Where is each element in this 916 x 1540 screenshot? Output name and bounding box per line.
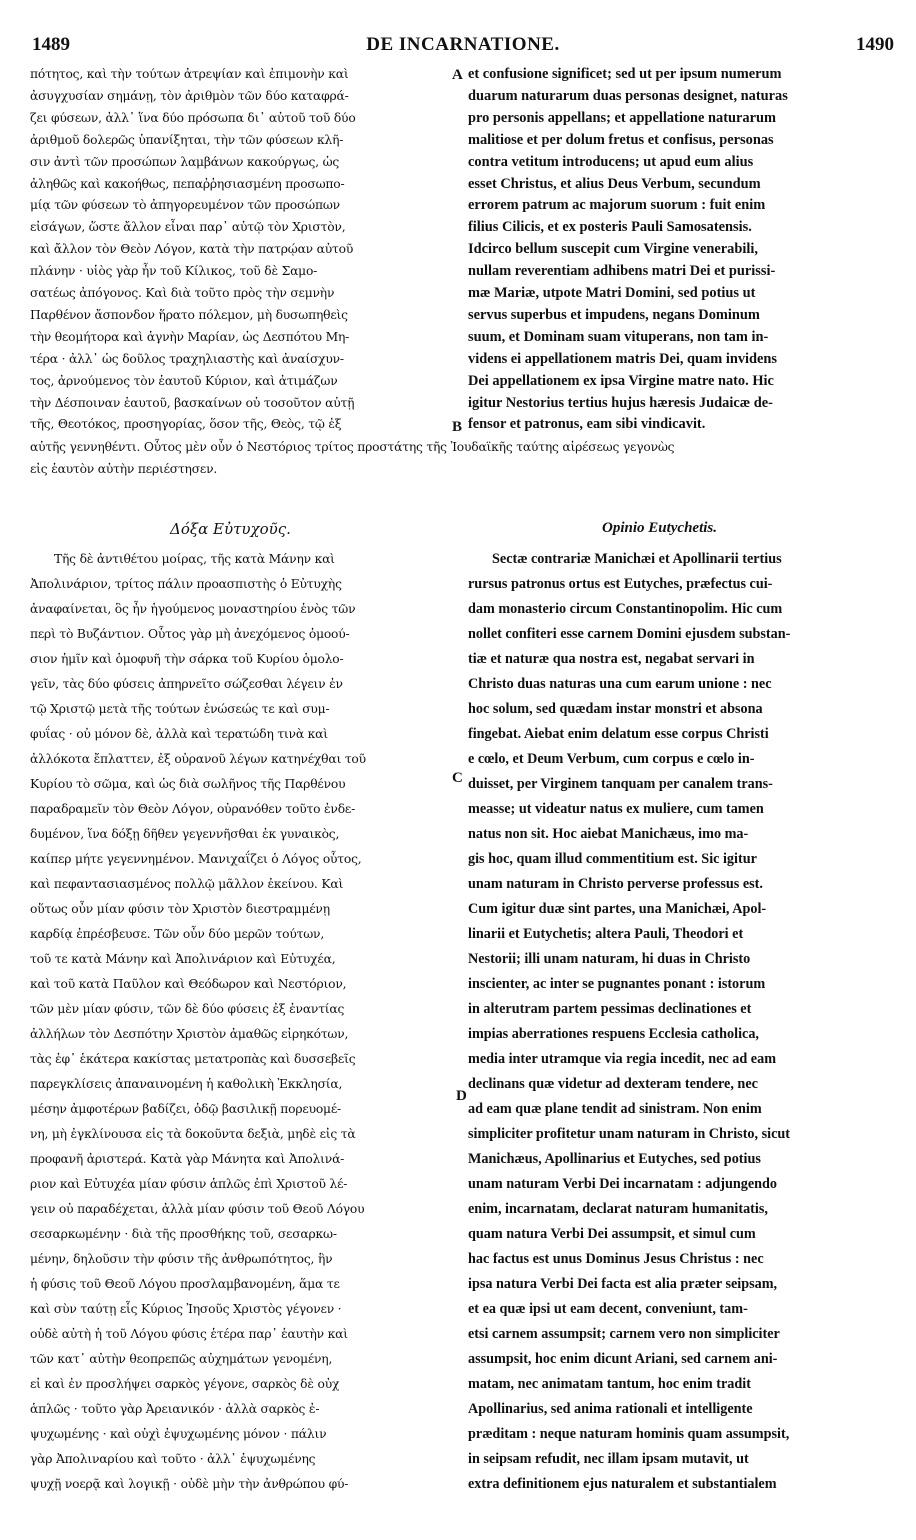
text-line: et confusione significet; sed ut per ipsum numerum (468, 66, 782, 82)
text-line: ἡ φύσις τοῦ Θεοῦ Λόγου προσλαμβανομένη, ἅμα τε (30, 1277, 340, 1291)
text-line: Ἀπολινάριον, τρίτος πάλιν προασπιστὴς ὁ Εὐτυχὴς (30, 577, 342, 591)
text-line: e cœlo, et Deum Verbum, cum corpus e cœlo in- (468, 751, 755, 767)
text-line: ψυχῇ νοερᾷ καὶ λογικῇ · οὐδὲ μὴν τὴν ἀνθρώπου φύ- (30, 1477, 349, 1491)
text-line: Sectæ contrariæ Manichæi et Apollinarii tertius (492, 551, 782, 567)
text-line: Christo duas naturas una cum earum unione : nec (468, 676, 772, 692)
text-line: præditam : neque naturam hominis quam assumpsit, (468, 1426, 790, 1442)
text-line: καρδίᾳ ἐπρέσβευσε. Τῶν οὖν δύο μερῶν τούτων, (30, 927, 325, 941)
text-line: contra vetitum introducens; ut apud eum alius (468, 153, 754, 170)
text-line: καὶ σὺν ταύτῃ εἷς Κύριος Ἰησοῦς Χριστὸς γέγονεν · (30, 1302, 342, 1316)
text-line: αὐτῆς γεννηθέντι. Οὗτος μὲν οὖν ὁ Νεστόριος τρίτος προστάτης τῆς Ἰουδαϊκῆς ταύτης αἱρέσεως γεγονὼς (30, 440, 675, 454)
text-line: esset Christus, et alius Deus Verbum, secundum (468, 175, 761, 192)
text-line: παρεγκλίσεις ἀπαναινομένη ἡ καθολικὴ Ἐκκλησία, (30, 1077, 343, 1091)
text-line: quam natura Verbi Dei assumpsit, et simul cum (468, 1226, 756, 1242)
text-line: nollet confiteri esse carnem Domini ejusdem substan- (468, 626, 791, 642)
text-line: unam naturam Verbi Dei incarnatam : adjungendo (468, 1176, 777, 1192)
page-number-right: 1490 (856, 34, 894, 55)
text-line: errorem patrum ac majorum suorum : fuit enim (468, 197, 766, 214)
text-line: fingebat. Aiebat enim delatum esse corpus Christi (468, 726, 769, 742)
text-line: φυΐας · οὐ μόνον δὲ, ἀλλὰ καὶ τερατώδη τινὰ καὶ (30, 727, 328, 741)
text-line: τῶν μὲν μίαν φύσιν, τῶν δὲ δύο φύσεις ἐξ ἐναντίας (30, 1002, 345, 1016)
margin-mark-a: A (452, 67, 463, 83)
text-line: enim, incarnatam, declarat naturam humanitatis, (468, 1201, 768, 1217)
text-line: τῶν κατ᾿ αὐτὴν θεοπρεπῶς αὐχημάτων γενομένη, (30, 1352, 333, 1366)
text-line: μέσην ἀμφοτέρων βαδίζει, ὁδῷ βασιλικῇ πορευομέ- (30, 1102, 341, 1116)
page-number-left: 1489 (32, 34, 70, 55)
text-line: Apollinarius, sed anima rationali et intelligente (468, 1401, 753, 1417)
text-line: Τῆς δὲ ἀντιθέτου μοίρας, τῆς κατὰ Μάνην καὶ (54, 552, 335, 566)
text-line: measse; ut videatur natus ex muliere, cum tamen (468, 801, 764, 817)
text-line: μίᾳ τῶν φύσεων τὸ ἀπηγορευμένον τῶν προσώπων (30, 198, 340, 213)
text-line: hac factus est unus Dominus Jesus Christus : nec (468, 1251, 764, 1267)
text-line: ἁπλῶς · τοῦτο γὰρ Ἀρειανικόν · ἀλλὰ σαρκὸς ἐ- (30, 1402, 320, 1416)
text-line: videns ei appellationem matris Dei, quam invidens (468, 350, 778, 367)
text-line: unam naturam in Christo perverse professus est. (468, 876, 763, 892)
text-line: declinans quæ videtur ad dexteram tendere, nec (468, 1076, 758, 1092)
section-title-greek: Δόξα Εὐτυχοῦς. (170, 520, 291, 538)
text-line: Παρθένον ἄσπονδον ἥρατο πόλεμον, μὴ δυσωπηθεὶς (30, 307, 348, 322)
text-line: σεσαρκωμένην · διὰ τῆς προσθήκης τοῦ, σεσαρκω- (30, 1227, 337, 1241)
margin-mark-c: C (452, 770, 463, 786)
page-header (32, 34, 894, 60)
text-line: πότητος, καὶ τὴν τούτων ἀτρεψίαν καὶ ἐπιμονὴν καὶ (30, 67, 349, 81)
text-line: παραδραμεῖν τὸν Θεὸν Λόγον, οὐρανόθεν τοῦτο ἐνδε- (30, 802, 356, 816)
text-line: καίπερ μήτε γεγεννημένον. Μανιχαΐζει ὁ Λόγος οὗτος, (30, 852, 362, 866)
text-line: pro personis appellans; et appellatione naturarum (468, 109, 776, 126)
text-line: σατέως ἀπόγονος. Καὶ διὰ τοῦτο πρὸς τὴν σεμνὴν (30, 286, 335, 300)
text-line: καὶ ἄλλον τὸν Θεὸν Λόγον, κατὰ τὴν πατρῴαν αὐτοῦ (30, 242, 354, 257)
text-line: in alterutram partem pessimas declinationes et (468, 1001, 752, 1017)
text-line: natus non sit. Hoc aiebat Manichæus, imo ma- (468, 826, 749, 842)
running-title: DE INCARNATIONE. (366, 34, 560, 55)
text-line: Cum igitur duæ sint partes, una Manichæi, Apol- (468, 901, 767, 917)
text-line: νη, μὴ ἐγκλίνουσα εἰς τὰ δοκοῦντα δεξιὰ, μηδὲ εἰς τὰ (30, 1127, 356, 1141)
text-line: καὶ πεφαντασιασμένος πολλῷ μᾶλλον ἐκείνου. Καὶ (30, 877, 344, 891)
text-line: σιον ἡμῖν καὶ ὁμοφυῆ τὴν σάρκα τοῦ Κυρίου ὁμολο- (30, 652, 344, 666)
text-line: inscienter, ac inter se pugnantes ponant : istorum (468, 976, 766, 992)
text-line: servus superbus et impudens, negans Dominum (468, 306, 760, 323)
text-line: ριον καὶ Εὐτυχέα μίαν φύσιν ἁπλῶς ἐπὶ Χριστοῦ λέ- (30, 1177, 348, 1191)
text-line: dam monasterio circum Constantinopolim. Hic cum (468, 601, 783, 617)
text-line: suum, et Dominam suam vituperans, non tam in- (468, 328, 769, 345)
text-line: fensor et patronus, eam sibi vindicavit. (468, 416, 706, 433)
text-line: γεῖν, τὰς δύο φύσεις ἀπηρνεῖτο σώζεσθαι λέγειν ἐν (30, 677, 343, 691)
text-line: gis hoc, quam illud commentitium est. Sic igitur (468, 851, 757, 867)
text-line: μένην, δηλοῦσιν τὴν φύσιν τῆς ἀνθρωπότητος, ἣν (30, 1252, 333, 1266)
text-line: καὶ τοῦ κατὰ Παῦλον καὶ Θεόδωρον καὶ Νεστόριον, (30, 977, 347, 991)
text-line: εἰσάγων, ὥστε ἄλλον εἶναι παρ᾿ αὐτῷ τὸν Χριστὸν, (30, 220, 346, 235)
text-line: Idcirco bellum suscepit cum Virgine venerabili, (468, 241, 758, 258)
text-line: οὐδὲ αὐτὴ ἡ τοῦ Λόγου φύσις ἑτέρα παρ᾿ ἑαυτὴν καὶ (30, 1327, 348, 1341)
text-line: simpliciter profitetur unam naturam in Christo, sicut (468, 1126, 790, 1142)
text-line: ipsa natura Verbi Dei facta est alia præter seipsam, (468, 1276, 778, 1292)
text-line: tiæ et naturæ qua nostra est, negabat servari in (468, 651, 755, 667)
section-title-latin: Opinio Eutychetis. (602, 520, 718, 536)
text-line: mæ Mariæ, utpote Matri Domini, sed potius ut (468, 285, 756, 301)
text-line: τέρα · ἀλλ᾿ ὡς δοῦλος τραχηλιαστὴς καὶ ἀναίσχυν- (30, 351, 344, 366)
text-line: duisset, per Virginem tanquam per canalem trans- (468, 776, 773, 792)
text-line: τὴν Δέσποιναν ἑαυτοῦ, βασκαίνων οὐ τοσοῦτον αὐτῇ (30, 395, 355, 410)
text-line: γειν οὐ παραδέχεται, ἀλλὰ μίαν φύσιν τοῦ Θεοῦ Λόγου (30, 1202, 365, 1216)
text-line: impias aberrationes respuens Ecclesia catholica, (468, 1026, 759, 1042)
text-line: media inter utramque via regia incedit, nec ad eam (468, 1051, 777, 1067)
text-line: in seipsam refudit, nec illam ipsam mutavit, ut (468, 1451, 749, 1467)
text-line: τὰς ἐφ᾿ ἑκάτερα κακίστας μετατροπὰς καὶ δυσσεβεῖς (30, 1052, 356, 1066)
text-line: ad eam quæ plane tendit ad sinistram. Non enim (468, 1101, 762, 1117)
text-line: τὴν θεομήτορα καὶ ἁγνὴν Μαρίαν, ὡς Δεσπότου Μη- (30, 329, 350, 344)
text-line: ἀριθμοῦ δολερῶς ὑπανίξηται, τὴν τῶν φύσεων κλῆ- (30, 132, 344, 147)
text-line: linarii et Eutychetis; altera Pauli, Theodori et (468, 926, 744, 942)
text-line: Manichæus, Apollinarius et Eutyches, sed potius (468, 1151, 761, 1167)
text-line: δυμένον, ἵνα δόξῃ δῆθεν γεγεννῆσθαι ἐκ γυναικὸς, (30, 827, 340, 841)
text-line: ἀλλόκοτα ἔπλαττεν, ἐξ οὐρανοῦ λέγων κατηνέχθαι τοῦ (30, 752, 366, 766)
text-line: rursus patronus ortus est Eutyches, præfectus cui- (468, 576, 773, 592)
text-line: οὕτως οὖν μίαν φύσιν τὸν Χριστὸν διεστραμμένῃ (30, 902, 330, 916)
text-line: assumpsit, hoc enim dicunt Ariani, sed carnem ani- (468, 1351, 778, 1367)
text-line: hoc solum, sed quædam instar monstri et absona (468, 701, 763, 717)
text-line: igitur Nestorius tertius hujus hæresis Judaicæ de- (468, 394, 773, 411)
text-line: τος, ἀρνούμενος τὸν ἑαυτοῦ Κύριον, καὶ ἀτιμάζων (30, 373, 338, 388)
text-line: extra definitionem ejus naturalem et substantialem (468, 1476, 777, 1492)
text-line: matam, nec animatam tantum, hoc enim tradit (468, 1376, 751, 1392)
text-line: ἀλλήλων τὸν Δεσπότην Χριστὸν ἀμαθῶς εἰρηκότων, (30, 1027, 349, 1041)
text-line: τῷ Χριστῷ μετὰ τῆς τούτων ἑνώσεώς τε καὶ συμ- (30, 702, 330, 716)
text-line: etsi carnem assumpsit; carnem vero non simpliciter (468, 1326, 780, 1342)
text-line: Dei appellationem ex ipsa Virgine matre nato. Hic (468, 372, 774, 389)
text-line: εἰ καὶ ἐν προσλήψει σαρκὸς γέγονε, σαρκὸς δὲ οὐχ (30, 1377, 340, 1391)
text-line: Nestorii; illi unam naturam, hi duas in Christo (468, 951, 751, 967)
text-line: et ea quæ ipsi ut eam decent, conveniunt, tam- (468, 1301, 748, 1317)
text-line: τῆς, Θεοτόκος, προσηγορίας, ὅσον τῆς, Θεὸς, τῷ ἐξ (30, 417, 342, 432)
text-line: τοῦ τε κατὰ Μάνην καὶ Ἀπολινάριον καὶ Εὐτυχέα, (30, 952, 336, 966)
text-line: ἀναφαίνεται, ὃς ἦν ἡγούμενος μοναστηρίου ἑνὸς τῶν (30, 602, 356, 616)
margin-mark-d: D (456, 1088, 467, 1104)
text-line: filius Cilicis, et ex posteris Pauli Samosatensis. (468, 219, 752, 236)
text-line: πλάνην · υἱὸς γὰρ ἦν τοῦ Κίλικος, τοῦ δὲ Σαμο- (30, 264, 318, 279)
text-line: προφανῆ ἀριστερά. Κατὰ γὰρ Μάνητα καὶ Ἀπολινά- (30, 1152, 345, 1166)
margin-mark-b: B (452, 419, 463, 435)
text-line: malitiose et per dolum fretus et confisus, personas (468, 131, 774, 148)
text-line: Κυρίου τὸ σῶμα, καὶ ὡς διὰ σωλῆνος τῆς Παρθένου (30, 777, 346, 791)
text-line: εἰς ἑαυτὸν αὐτὴν περιέστησεν. (30, 462, 218, 476)
text-line: duarum naturarum duas personas designet, naturas (468, 87, 788, 104)
text-line: ζει φύσεων, ἀλλ᾿ ἵνα δύο πρόσωπα δι᾿ αὐτοῦ τοῦ δύο (30, 110, 356, 125)
text-line: περὶ τὸ Βυζάντιον. Οὗτος γὰρ μὴ ἀνεχόμενος ὁμοού- (30, 627, 350, 641)
text-line: ἀσυγχυσίαν σημάνῃ, τὸν ἀριθμὸν τῶν δύο καταφρά- (30, 88, 349, 103)
text-line: ψυχωμένης · καὶ οὐχὶ ἐψυχωμένης μόνον · πάλιν (30, 1427, 327, 1441)
text-line: nullam reverentiam adhibens matri Dei et purissi- (468, 263, 776, 280)
text-line: γὰρ Ἀπολιναρίου καὶ τοῦτο · ἀλλ᾿ ἐψυχωμένης (30, 1452, 316, 1466)
text-line: σιν ἀντὶ τῶν προσώπων λαμβάνων κακούργως, ὡς (30, 154, 340, 169)
text-line: ἀληθῶς καὶ κακοήθως, πεπαῤῥησιασμένη προσωπο- (30, 176, 345, 191)
